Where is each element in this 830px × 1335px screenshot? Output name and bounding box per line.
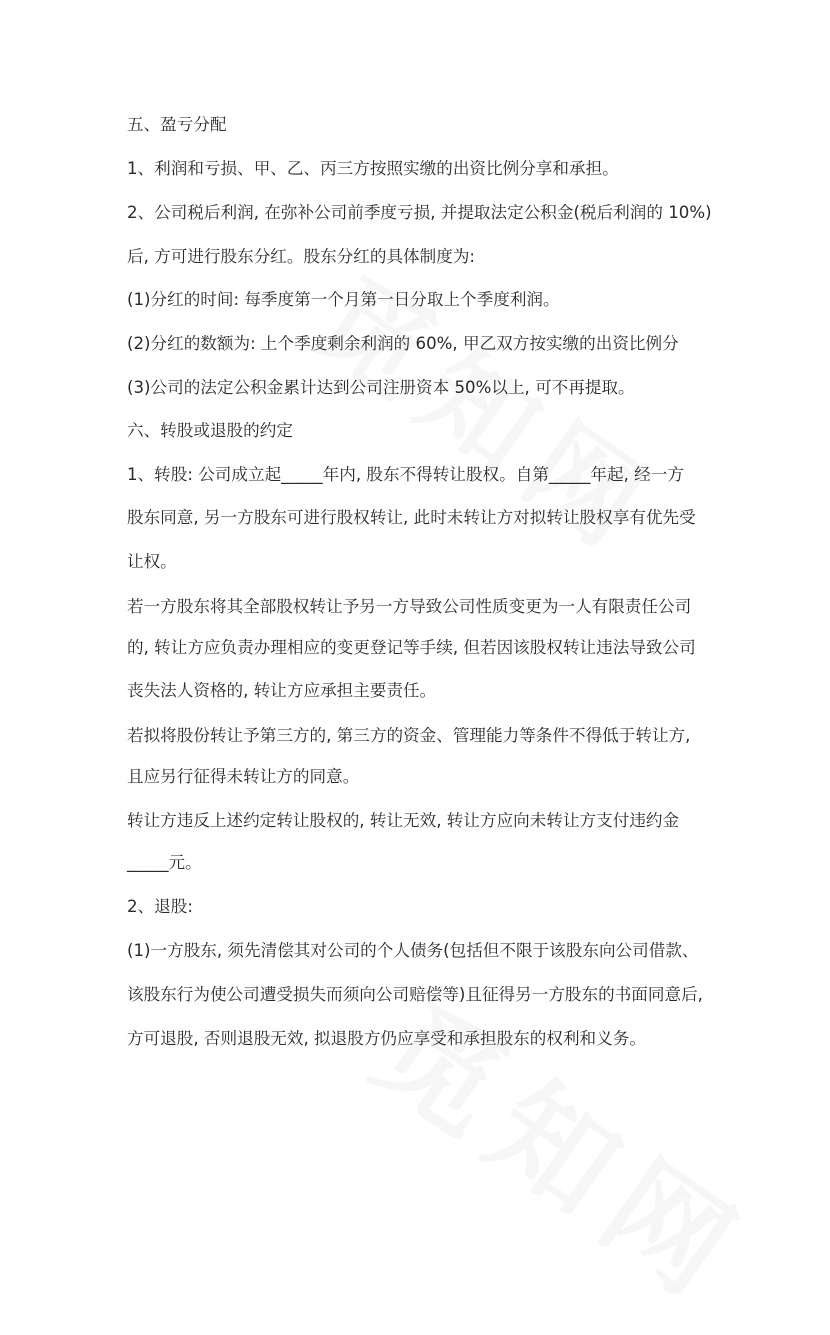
- paragraph-line: 丧失法人资格的, 转让方应承担主要责任。: [127, 681, 437, 700]
- paragraph-line: _____元。: [127, 853, 202, 872]
- paragraph-line: 的, 转让方应负责办理相应的变更登记等手续, 但若因该股权转让违法导致公司: [127, 638, 696, 657]
- paragraph-line: 后, 方可进行股东分红。股东分红的具体制度为:: [127, 247, 476, 266]
- paragraph-line: 1、转股: 公司成立起_____年内, 股东不得转让股权。自第_____年起, 经一方: [127, 465, 684, 484]
- paragraph-line: 1、利润和亏损、甲、乙、丙三方按照实缴的出资比例分享和承担。: [127, 159, 619, 178]
- paragraph-line: 且应另行征得未转让方的同意。: [127, 767, 360, 786]
- paragraph-line: (3)公司的法定公积金累计达到公司注册资本 50%以上, 可不再提取。: [127, 378, 635, 397]
- paragraph-line: 2、公司税后利润, 在弥补公司前季度亏损, 并提取法定公积金(税后利润的 10%): [127, 203, 712, 222]
- paragraph-line: (2)分红的数额为: 上个季度剩余利润的 60%, 甲乙双方按实缴的出资比例分: [127, 334, 679, 353]
- watermark-bottom: [348, 957, 786, 1335]
- paragraph-line: (1)一方股东, 须先清偿其对公司的个人债务(包括但不限于该股东向公司借款、: [127, 941, 699, 960]
- watermark: [289, 234, 694, 584]
- paragraph-line: 该股东行为使公司遭受损失而须向公司赔偿等)且征得另一方股东的书面同意后,: [127, 985, 703, 1004]
- paragraph-line: 方可退股, 否则退股无效, 拟退股方仍应享受和承担股东的权利和义务。: [127, 1029, 646, 1048]
- section-heading-share-transfer: 六、转股或退股的约定: [127, 421, 293, 440]
- paragraph-line: 若拟将股份转让予第三方的, 第三方的资金、管理能力等条件不得低于转让方,: [127, 726, 691, 745]
- paragraph-line: (1)分红的时间: 每季度第一个月第一日分取上个季度利润。: [127, 290, 560, 309]
- paragraph-line: 股东同意, 另一方股东可进行股权转让, 此时未转让方对拟转让股权享有优先受: [127, 508, 696, 527]
- section-heading-profit-loss: 五、盈亏分配: [127, 115, 227, 134]
- paragraph-line: 转让方违反上述约定转让股权的, 转让无效, 转让方应向未转让方支付违约金: [127, 811, 680, 830]
- paragraph-line: 让权。: [127, 552, 177, 571]
- paragraph-line: 若一方股东将其全部股权转让予另一方导致公司性质变更为一人有限责任公司: [127, 597, 692, 616]
- subheading-withdrawal: 2、退股:: [127, 897, 193, 916]
